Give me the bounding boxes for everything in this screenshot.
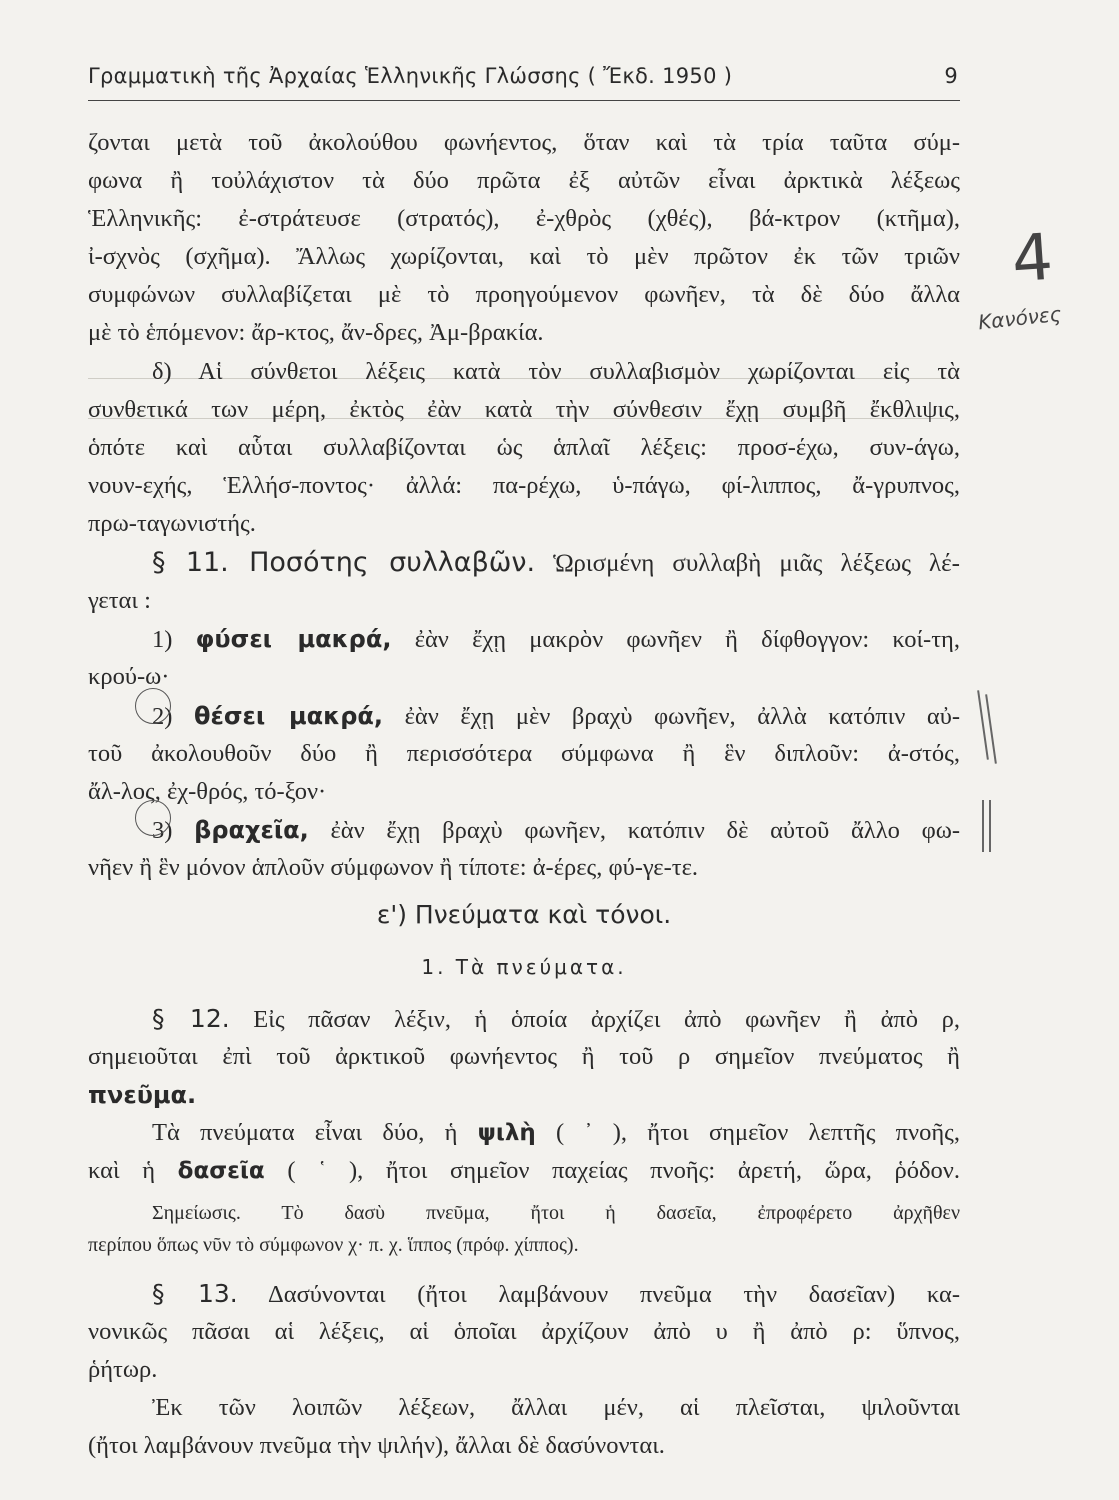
running-header [88, 64, 960, 88]
text-line: ζονται μετὰ τοῦ ἀκολούθου φωνήεντος, ὅταν καὶ τὰ τρία ταῦτα σύμ- [88, 129, 960, 156]
text-span: ( ᾿ ), ἤτοι σημεῖον λεπτῆς πνοῆς, [556, 1119, 960, 1146]
item-3-line [88, 815, 960, 846]
text-line: ὁπότε καὶ αὗται συλλαβίζονται ὡς ἁπλαῖ λέξεις: προσ-έχω, συν-άγω, [88, 434, 960, 461]
header-rule [88, 100, 960, 101]
text-line [88, 1118, 960, 1148]
text-span: ( ῾ ), ἤτοι σημεῖον παχείας πνοῆς: ἀρετή, ὥρα, ῥόδον. [287, 1157, 961, 1184]
text-line: ἰ-σχνὸς (σχῆμα). Ἄλλως χωρίζονται, καὶ τὸ μὲν πρῶτον ἐκ τῶν τριῶν [88, 243, 960, 270]
section-13-heading: § 13. [152, 1279, 238, 1308]
chapter-title: ε') Πνεύματα καὶ τόνοι. [376, 900, 672, 929]
term-psili: ψιλὴ [477, 1120, 536, 1146]
section-13-text: Δασύνονται (ἤτοι λαμβάνουν πνεῦμα τὴν δασεῖαν) κα- [268, 1281, 960, 1308]
text-line: μὲ τὸ ἑπόμενον: ἄρ-κτος, ἄν-δρες, Ἀμ-βρακία. [88, 319, 544, 346]
text-line: γεται : [88, 587, 151, 614]
item-2-heading: θέσει μακρά, [193, 702, 384, 730]
text-line: Ἑλληνικῆς: ἐ-στράτευσε (στρατός), ἐ-χθρὸς (χθές), βά-κτρον (κτῆμα), [88, 205, 960, 232]
section-12-heading: § 12. [152, 1004, 230, 1033]
item-2-text: ἐὰν ἔχῃ μὲν βραχὺ φωνῆεν, ἀλλὰ κατόπιν αὐ- [404, 703, 961, 730]
text-line: φωνα ἢ τοὐλάχιστον τὰ δύο πρῶτα ἐξ αὐτῶν εἶναι ἀρκτικὰ λέξεως [88, 167, 960, 194]
item-3-text: ἐὰν ἔχῃ βραχὺ φωνῆεν, κατόπιν δὲ αὐτοῦ ἄλλο φω- [330, 817, 960, 844]
item-1-text: ἐὰν ἔχῃ μακρὸν φωνῆεν ἢ δίφθογγον: κοί-τη, [414, 626, 960, 653]
text-line: (ἤτοι λαμβάνουν πνεῦμα τὴν ψιλήν), ἄλλαι δὲ δασύνονται. [88, 1432, 665, 1459]
text-line: νονικῶς πᾶσαι αἱ λέξεις, αἱ ὁποῖαι ἀρχίζουν ἀπὸ υ ἢ ἀπὸ ρ: ὕπνος, [88, 1318, 960, 1345]
section-11-line [88, 548, 960, 579]
header-title: Γραμματικὴ τῆς Ἀρχαίας Ἑλληνικῆς Γλώσσης ( Ἔκδ. 1950 ) [88, 64, 733, 88]
note-line: Σημείωσις. Τὸ δασὺ πνεῦμα, ἤτοι ἡ δασεῖα, ἐπροφέρετο ἀρχῆθεν [152, 1202, 960, 1224]
text-line: πρω-ταγωνιστής. [88, 510, 256, 537]
text-line: Ἐκ τῶν λοιπῶν λέξεων, ἄλλαι μέν, αἱ πλεῖσται, ψιλοῦνται [152, 1394, 960, 1421]
pen-circle-mark [135, 688, 171, 724]
handwritten-note: Κανόνες [976, 301, 1063, 335]
term-pneuma: πνεῦμα. [88, 1081, 197, 1109]
item-1-number: 1) [152, 626, 173, 653]
section-12-line [88, 1004, 960, 1035]
page-number: 9 [944, 64, 958, 88]
pen-margin-bar [989, 800, 991, 852]
item-1-line [88, 624, 960, 655]
text-line: δ) Αἱ σύνθετοι λέξεις κατὰ τὸν συλλαβισμὸν χωρίζονται εἰς τὰ [152, 358, 960, 385]
pen-margin-bar [982, 800, 984, 852]
item-2-line [88, 701, 960, 732]
text-span: Τὰ πνεύματα εἶναι δύο, ἡ [152, 1119, 458, 1146]
document-page [88, 0, 960, 1500]
text-line: τοῦ ἀκολουθοῦν δύο ἢ περισσότερα σύμφωνα ἢ ἓν διπλοῦν: ἀ-στός, [88, 740, 960, 767]
note-line: περίπου ὅπως νῦν τὸ σύμφωνον χ· π. χ. ἵππος (πρόφ. χίππος). [88, 1234, 579, 1256]
text-line: ἄλ-λος, ἐχ-θρός, τό-ξον· [88, 778, 327, 805]
text-line: συμφώνων συλλαβίζεται μὲ τὸ προηγούμενον φωνῆεν, τὰ δὲ δύο ἄλλα [88, 281, 960, 308]
pen-circle-mark [135, 800, 171, 836]
item-3-number: 3) [152, 817, 173, 844]
text-line: νῆεν ἢ ἓν μόνον ἁπλοῦν σύμφωνον ἢ τίποτε: ἀ-έρες, φύ-γε-τε. [88, 854, 699, 881]
text-line: σημειοῦται ἐπὶ τοῦ ἀρκτικοῦ φωνήεντος ἢ τοῦ ρ σημεῖον πνεύματος ἢ [88, 1043, 960, 1070]
item-2-number: 2) [152, 703, 173, 730]
text-span: καὶ ἡ [88, 1157, 156, 1184]
item-1-heading: φύσει μακρά, [195, 625, 392, 653]
text-line: νουν-εχής, Ἑλλήσ-ποντος· ἀλλά: πα-ρέχω, ὑ-πάγω, φί-λιππος, ἄ-γρυπνος, [88, 472, 960, 499]
section-11-heading: § 11. Ποσότης συλλαβῶν. [152, 547, 536, 578]
handwritten-number: 4 [1009, 220, 1056, 298]
text-line: συνθετικά των μέρη, ἐκτὸς ἐὰν κατὰ τὴν σύνθεσιν ἔχῃ συμβῆ ἔκθλιψις, [88, 396, 960, 423]
text-line: κρού-ω· [88, 663, 170, 690]
section-13-line [88, 1279, 960, 1310]
term-daseia: δασεῖα [177, 1158, 265, 1184]
subsection-title: 1. Τὰ πνεύματα. [421, 955, 627, 979]
item-3-heading: βραχεῖα, [194, 816, 309, 844]
section-11-text: Ὡρισμένη συλλαβὴ μιᾶς λέξεως λέ- [553, 550, 961, 577]
text-line [88, 1156, 960, 1186]
section-12-text: Εἰς πᾶσαν λέξιν, ἡ ὁποία ἀρχίζει ἀπὸ φωνῆεν ἢ ἀπὸ ρ, [253, 1006, 961, 1033]
text-line: ῥήτωρ. [88, 1356, 158, 1383]
